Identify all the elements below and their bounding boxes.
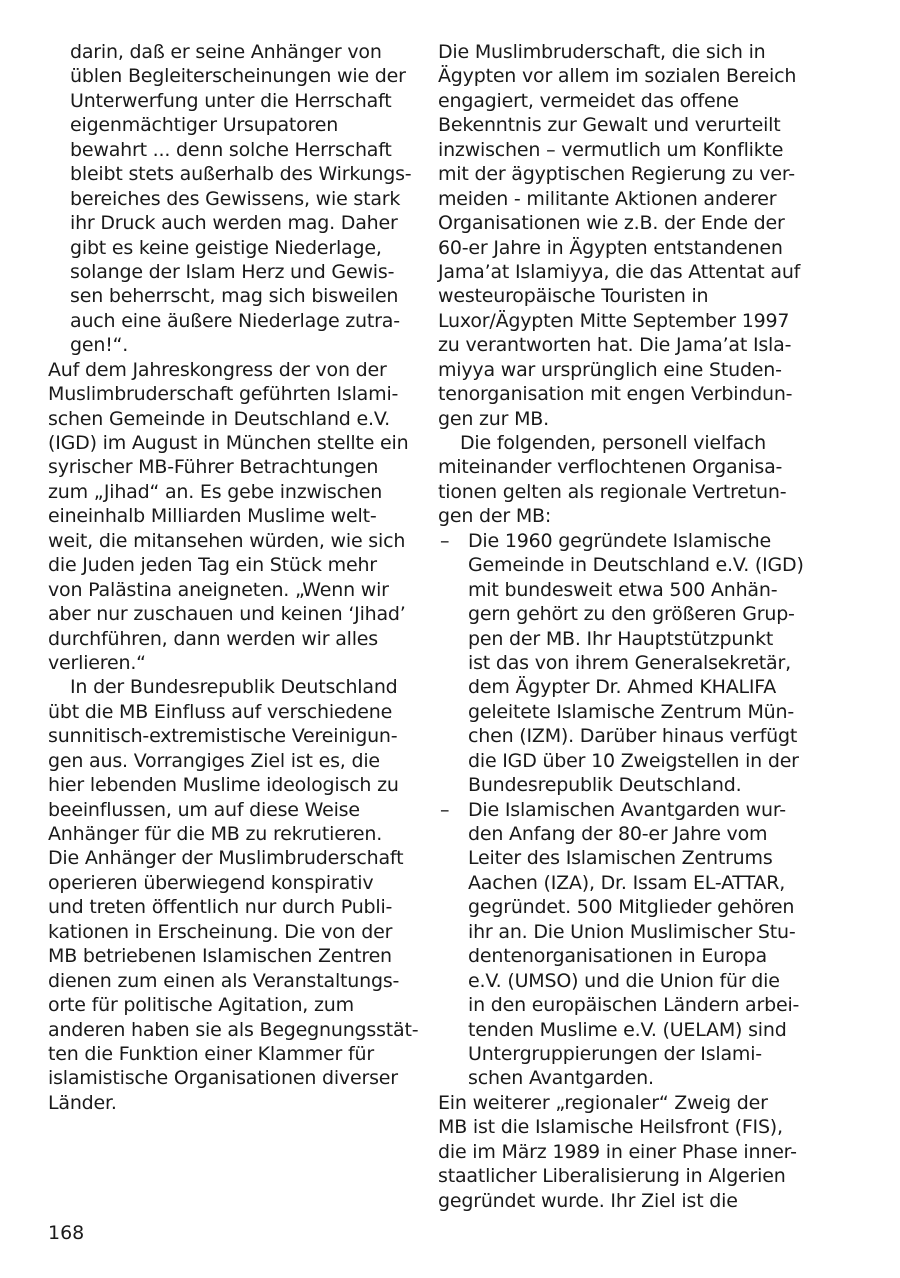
text-line [438, 1140, 798, 1164]
line-text: westeuropäische Touristen in [438, 285, 709, 308]
text-line [48, 407, 408, 431]
list-item-igd [438, 529, 804, 798]
text-line [438, 284, 798, 308]
text-line [438, 1164, 798, 1188]
text-line [48, 846, 408, 870]
line-text: mit bundesweit etwa 500 Anhän- [468, 578, 778, 601]
text-line [48, 480, 408, 504]
text-line [438, 64, 798, 88]
text-line [48, 969, 408, 993]
text-line [438, 944, 798, 968]
line-text: tenden Muslime e.V. (UELAM) sind [468, 1018, 787, 1041]
line-text: und treten öffentlich nur durch Publi- [48, 896, 393, 919]
line-text: eineinhalb Milliarden Muslime welt- [48, 505, 377, 528]
text-line [48, 113, 408, 137]
line-text: dentenorganisationen in Europa [468, 945, 767, 968]
line-text: darin, daß er seine Anhänger von [70, 41, 382, 63]
text-line [48, 822, 408, 846]
line-text: 60-er Jahre in Ägypten entstandenen [438, 236, 783, 259]
bullet-dash: – [440, 798, 450, 821]
line-text: Die folgenden, personell vielfach [460, 432, 767, 454]
line-text: bleibt stets außerhalb des Wirkungs- [70, 163, 412, 186]
line-text: gibt es keine geistige Niederlage, [70, 236, 382, 259]
line-text: beeinflussen, um auf diese Weise [48, 798, 360, 821]
line-text: üblen Begleiterscheinungen wie der [70, 65, 406, 88]
line-text: Auf dem Jahreskongress der von der [48, 358, 387, 381]
right-column [438, 40, 804, 1213]
text-line [438, 822, 798, 846]
left-column [48, 40, 419, 1115]
text-line [438, 651, 798, 675]
text-line [48, 871, 408, 895]
line-text: In der Bundesrepublik Deutschland [70, 676, 398, 699]
text-line [438, 846, 798, 870]
line-text: gen aus. Vorrangiges Ziel ist es, die [48, 749, 380, 772]
line-text: schen Avantgarden. [468, 1067, 654, 1090]
text-line [438, 553, 804, 577]
page-number: 168 [48, 1222, 85, 1244]
text-line [48, 627, 408, 651]
text-line [438, 724, 798, 748]
text-line [48, 260, 408, 284]
text-line [438, 993, 798, 1017]
line-text: Leiter des Islamischen Zentrums [468, 847, 773, 870]
text-line [438, 309, 798, 333]
line-text: Jama’at Islamiyya, die das Attentat auf [438, 260, 801, 283]
line-text: Die Anhänger der Muslimbruderschaft [48, 847, 404, 870]
list-item-avantgarden [438, 798, 798, 1091]
line-text: sunnitisch-extremistische Vereinigun- [48, 725, 398, 748]
text-line [438, 162, 798, 186]
line-text: Luxor/Ägypten Mitte September 1997 [438, 309, 790, 332]
text-line [48, 1091, 408, 1115]
line-text: Muslimbruderschaft geführten Islami- [48, 383, 399, 406]
text-line [48, 529, 408, 553]
text-line [48, 309, 408, 333]
text-line [438, 382, 798, 406]
line-text: Bundesrepublik Deutschland. [468, 774, 742, 797]
line-text: dem Ägypter Dr. Ahmed KHALIFA [468, 676, 777, 699]
text-line [438, 1018, 798, 1042]
line-text: in den europäischen Ländern arbei- [468, 994, 800, 1017]
text-line [438, 920, 798, 944]
line-text: meiden - militante Aktionen anderer [438, 187, 777, 210]
line-text: kationen in Erscheinung. Die von der [48, 920, 393, 943]
text-line [48, 675, 408, 699]
line-text: tionen gelten als regionale Vertretun- [438, 480, 787, 503]
line-text: MB ist die Islamische Heilsfront (FIS), [438, 1116, 783, 1139]
line-text: ist das von ihrem Generalsekretär, [468, 651, 791, 674]
text-line [438, 578, 798, 602]
line-text: Die Islamischen Avantgarden wur- [468, 798, 786, 821]
line-text: orte für politische Agitation, zum [48, 994, 354, 1017]
line-text: ihr Druck auch werden mag. Daher [70, 212, 398, 235]
line-text: die IGD über 10 Zweigstellen in der [468, 749, 799, 772]
line-text: Untergruppierungen der Islami- [468, 1042, 762, 1065]
text-line [48, 64, 408, 88]
text-line [438, 504, 798, 528]
line-text: gen zur MB. [438, 407, 549, 430]
line-text: pen der MB. Ihr Hauptstützpunkt [468, 627, 774, 650]
line-text: tenorganisation mit engen Verbindun- [438, 383, 793, 406]
line-text: verlieren.“ [48, 651, 146, 674]
bullet-dash: – [440, 529, 450, 552]
line-text: e.V. (UMSO) und die Union für die [468, 969, 780, 992]
line-text: (IGD) im August in München stellte ein [48, 432, 409, 454]
line-text: gegründet wurde. Ihr Ziel ist die [438, 1189, 738, 1212]
text-line [438, 871, 798, 895]
line-text: gen!“. [70, 334, 129, 357]
text-line [48, 333, 408, 357]
line-text: gern gehört zu den größeren Grup- [468, 603, 795, 626]
text-line [438, 700, 798, 724]
text-line [438, 455, 798, 479]
text-line [438, 969, 798, 993]
paragraph-organisationen [438, 431, 798, 529]
line-text: islamistische Organisationen diverser [48, 1067, 398, 1090]
line-text: Organisationen wie z.B. der Ende der [438, 212, 785, 235]
line-text: Bekenntnis zur Gewalt und verurteilt [438, 114, 781, 137]
line-text: staatlicher Liberalisierung in Algerien [438, 1165, 786, 1188]
text-line [48, 578, 408, 602]
text-line [438, 407, 798, 431]
text-line [438, 627, 798, 651]
line-text: syrischer MB-Führer Betrachtungen [48, 456, 379, 479]
line-text: gen der MB: [438, 505, 552, 528]
paragraph-fis [438, 1091, 798, 1213]
line-text: Länder. [48, 1091, 117, 1114]
text-line [48, 895, 408, 919]
text-line [48, 40, 408, 64]
line-text: Aachen (IZA), Dr. Issam EL-ATTAR, [468, 871, 786, 894]
text-line [48, 773, 408, 797]
text-line [438, 89, 798, 113]
line-text: die im März 1989 in einer Phase inner- [438, 1140, 797, 1163]
text-line [438, 358, 798, 382]
line-text: Die 1960 gegründete Islamische [468, 529, 771, 552]
line-text: hier lebenden Muslime ideologisch zu [48, 774, 399, 797]
line-text: Ägypten vor allem im sozialen Bereich [438, 65, 797, 88]
text-line [438, 895, 798, 919]
text-line [438, 1091, 798, 1115]
text-line [48, 455, 408, 479]
line-text: operieren überwiegend konspirativ [48, 871, 374, 894]
text-line [438, 798, 798, 822]
line-text: solange der Islam Herz und Gewis- [70, 260, 395, 283]
paragraph-jahreskongress [48, 358, 408, 676]
text-line [48, 749, 408, 773]
line-text: Die Muslimbruderschaft, die sich in [438, 41, 766, 63]
text-line [438, 187, 798, 211]
text-line [438, 40, 798, 64]
text-line [48, 358, 408, 382]
text-line [48, 236, 408, 260]
line-text: schen Gemeinde in Deutschland e.V. [48, 407, 391, 430]
line-text: miteinander verflochtenen Organisa- [438, 456, 783, 479]
text-line [48, 724, 408, 748]
text-line [48, 504, 408, 528]
line-text: auch eine äußere Niederlage zutra- [70, 309, 400, 332]
line-text: ten die Funktion einer Klammer für [48, 1042, 374, 1065]
line-text: durchführen, dann werden wir alles [48, 627, 378, 650]
text-line [438, 602, 798, 626]
text-line [438, 529, 798, 553]
text-line [48, 1066, 408, 1090]
text-line [438, 1042, 798, 1066]
paragraph-bundesrepublik [48, 675, 419, 1115]
line-text: chen (IZM). Darüber hinaus verfügt [468, 725, 798, 748]
text-line [48, 382, 408, 406]
text-line [48, 993, 408, 1017]
text-line [438, 1066, 798, 1090]
line-text: MB betriebenen Islamischen Zentren [48, 945, 392, 968]
line-text: eigenmächtiger Ursupatoren [70, 114, 339, 137]
line-text: den Anfang der 80-er Jahre vom [468, 823, 768, 845]
quote-block [48, 40, 412, 358]
line-text: übt die MB Einfluss auf verschiedene [48, 700, 393, 723]
text-line [48, 1042, 408, 1066]
line-text: von Palästina aneigneten. „Wenn wir [48, 578, 389, 601]
line-text: dienen zum einen als Veranstaltungs- [48, 969, 400, 992]
text-line [48, 284, 408, 308]
text-line [48, 138, 408, 162]
text-line [438, 675, 798, 699]
line-text: zu verantworten hat. Die Jama’at Isla- [438, 334, 792, 357]
text-line [48, 211, 408, 235]
line-text: miyya war ursprünglich eine Studen- [438, 358, 782, 381]
text-line [48, 187, 408, 211]
line-text: mit der ägyptischen Regierung zu ver- [438, 163, 795, 186]
line-text: sen beherrscht, mag sich bisweilen [70, 285, 399, 308]
text-line [48, 431, 408, 455]
line-text: Unterwerfung unter die Herrschaft [70, 89, 392, 112]
line-text: die Juden jeden Tag ein Stück mehr [48, 554, 377, 577]
text-line [438, 138, 798, 162]
text-line [438, 749, 798, 773]
line-text: anderen haben sie als Begegnungsstät- [48, 1018, 419, 1041]
text-line [438, 260, 801, 284]
text-line [48, 798, 408, 822]
text-line [438, 773, 798, 797]
line-text: bereiches des Gewissens, wie stark [70, 187, 401, 210]
text-line [48, 89, 408, 113]
text-line [438, 1189, 798, 1213]
text-line [438, 113, 798, 137]
line-text: weit, die mitansehen würden, wie sich [48, 529, 406, 552]
text-line [48, 1018, 419, 1042]
text-line [48, 700, 408, 724]
line-text: Ein weiterer „regionaler“ Zweig der [438, 1091, 768, 1114]
text-line [438, 480, 798, 504]
text-line [438, 333, 798, 357]
text-line [48, 651, 408, 675]
line-text: Gemeinde in Deutschland e.V. (IGD) [468, 554, 804, 577]
paragraph-muslimbruderschaft [438, 40, 801, 431]
text-line [48, 944, 408, 968]
text-line [438, 236, 798, 260]
line-text: gegründet. 500 Mitglieder gehören [468, 896, 795, 919]
text-line [438, 431, 798, 455]
line-text: aber nur zuschauen und keinen ‘Jihad’ [48, 603, 406, 626]
line-text: ihr an. Die Union Muslimischer Stu- [468, 920, 796, 943]
line-text: geleitete Islamische Zentrum Mün- [468, 700, 794, 723]
text-line [438, 1115, 798, 1139]
line-text: zum „Jihad“ an. Es gebe inzwischen [48, 480, 383, 503]
text-line [48, 553, 408, 577]
line-text: engagiert, vermeidet das offene [438, 89, 739, 112]
text-line [438, 211, 798, 235]
text-line [48, 920, 408, 944]
line-text: Anhänger für die MB zu rekrutieren. [48, 823, 383, 845]
text-line [48, 602, 408, 626]
line-text: inzwischen – vermutlich um Konflikte [438, 138, 784, 161]
text-line [48, 162, 412, 186]
line-text: bewahrt ... denn solche Herrschaft [70, 138, 392, 161]
